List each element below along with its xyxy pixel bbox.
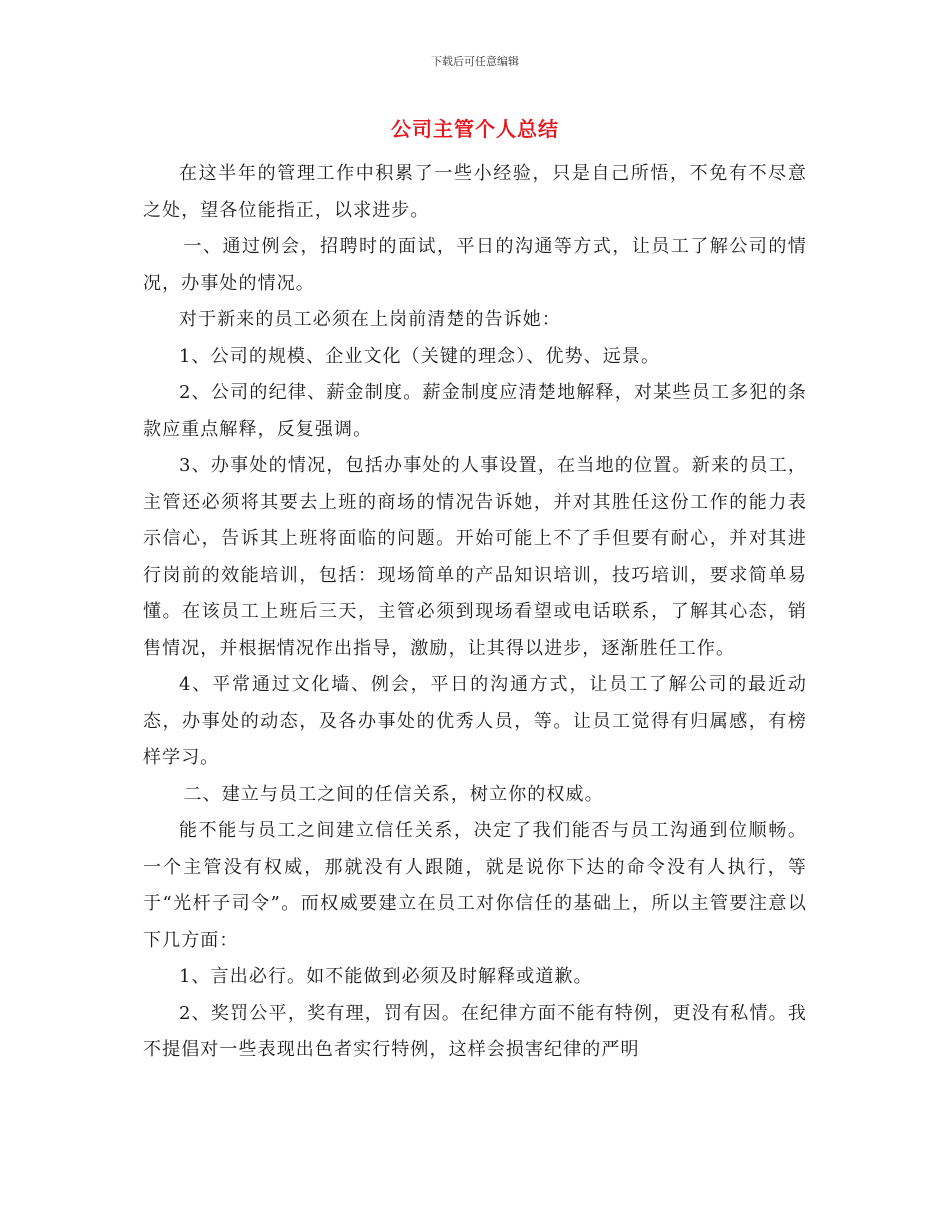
paragraph-item-1: 1、公司的规模、企业文化（关键的理念）、优势、远景。 xyxy=(179,345,661,367)
paragraph-point-2: 2、奖罚公平，奖有理，罚有因。在纪律方面不能有特例，更没有私情。我不提倡对一些表现出色者实行特例，这样会损害纪律的严明 xyxy=(143,1002,807,1060)
paragraph-trust: 能不能与员工之间建立信任关系，决定了我们能否与员工沟通到位顺畅。一个主管没有权威，那就没有人跟随，就是说你下达的命令没有人执行，等于“光杆子司令”。而权威要建立在员工对你信任的基础上，所以主管要注意以下几方面： xyxy=(143,820,807,951)
paragraph-item-2: 2、公司的纪律、薪金制度。薪金制度应清楚地解释，对某些员工多犯的条款应重点解释，反复强调。 xyxy=(143,382,807,440)
paragraph-item-3: 3、办事处的情况，包括办事处的人事设置，在当地的位置。新来的员工，主管还必须将其要去上班的商场的情况告诉她，并对其胜任这份工作的能力表示信心，告诉其上班将面临的问题。开始可能上不了手但要有耐心，并对其进行岗前的效能培训，包括：现场简单的产品知识培训，技巧培训，要求简单易懂。在该员工上班后三天，主管必须到现场看望或电话联系，了解其心态，销售情况，并根据情况作出指导，激励，让其得以进步，逐渐胜任工作。 xyxy=(143,455,807,659)
paragraph-point-1: 1、言出必行。如不能做到必须及时解释或道歉。 xyxy=(179,966,593,987)
paragraph-section-two: 二、建立与员工之间的任信关系，树立你的权威。 xyxy=(183,783,604,805)
paragraph-item-4: 4、平常通过文化墙、例会，平日的沟通方式，让员工了解公司的最近动态，办事处的动态，及各办事处的优秀人员，等。让员工觉得有归属感，有榜样学习。 xyxy=(143,674,807,768)
paragraph-intro: 在这半年的管理工作中积累了一些小经验，只是自己所悟，不免有不尽意之处，望各位能指正，以求进步。 xyxy=(143,163,807,221)
paragraph-section-one: 一、通过例会，招聘时的面试，平日的沟通等方式，让员工了解公司的情况，办事处的情况。 xyxy=(143,236,807,294)
document-title: 公司主管个人总结 xyxy=(391,117,559,141)
paragraph-new-staff: 对于新来的员工必须在上岗前清楚的告诉她： xyxy=(179,309,561,330)
document-body xyxy=(143,156,807,1069)
page-header-note: 下载后可任意编辑 xyxy=(431,55,519,68)
